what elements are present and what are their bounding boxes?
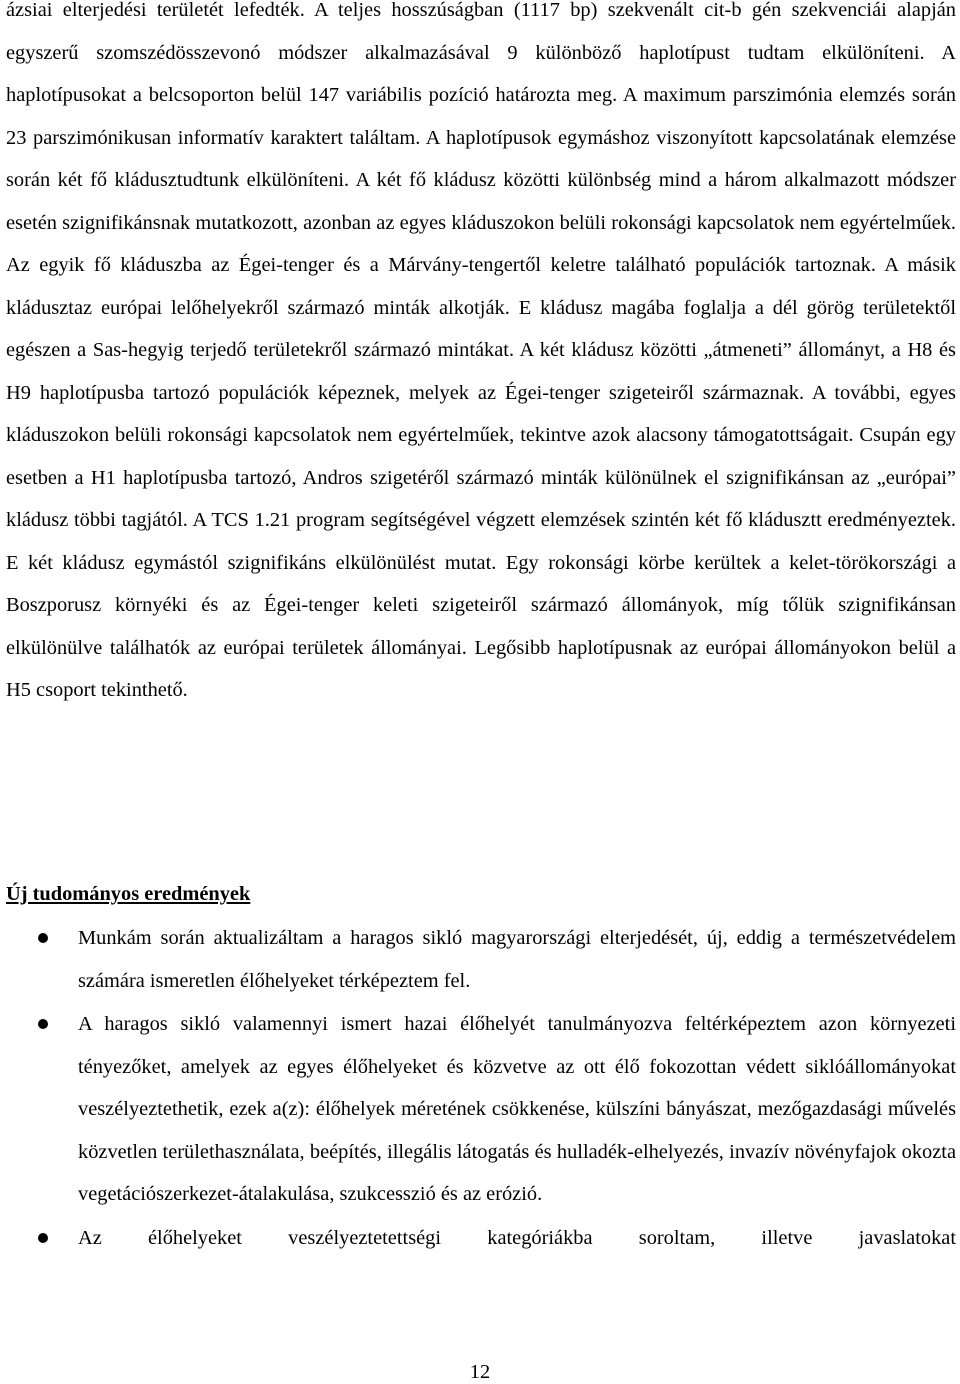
list-item-text: Munkám során aktualizáltam a haragos sikló magyarországi elterjedését, új, eddig a természetvédelem számára ismeretlen élőhelyeket térképeztem fel. (78, 927, 956, 992)
bullet-icon (38, 1019, 48, 1029)
bullet-icon (38, 1233, 48, 1243)
section-heading: Új tudományos eredmények (6, 883, 251, 905)
list-item (0, 917, 956, 1002)
list-item (0, 1003, 956, 1216)
list-item-text: A haragos sikló valamennyi ismert hazai élőhelyét tanulmányozva feltérképeztem azon környezeti tényezőket, amelyek az egyes élőhelyeket és közvetve az ott élő fokozottan védett siklóállományokat veszélyeztethetik, ezek a(z): élőhelyek méretének csökkenése, külszíni bányászat, mezőgazdasági művelés közvetlen területhasználata, beépítés, illegális látogatás és hulladék-elhelyezés, invazív növényfajok okozta vegetációszerkezet-átalakulása, szukcesszió és az erózió. (78, 1013, 956, 1205)
list-item-text: Az élőhelyeket veszélyeztetettségi kategóriákba soroltam, illetve javaslatokat (78, 1226, 956, 1249)
body-paragraph-text: ázsiai elterjedési területét lefedték. A teljes hosszúságban (1117 bp) szekvenált cit-b gén szekvenciái alapján egyszerű szomszédösszevonó módszer alkalmazásával 9 különböző haplotípust tudtam elkülöníteni. A haplotípusokat a belcsoporton belül 147 variábilis pozíció határozta meg. A maximum parszimónia elemzés során 23 parszimónikusan informatív karaktert találtam. A haplotípusok egymáshoz viszonyított kapcsolatának elemzése során két fő kládusztudtunk elkülöníteni. A két fő kládusz közötti különbség mind a három alkalmazott módszer esetén szignifikánsnak mutatkozott, azonban az egyes kláduszokon belüli rokonsági kapcsolatok nem egyértelműek. Az egyik fő kláduszba az Égei-tenger és a Márvány-tengertől keletre található populációk tartoznak. A másik kládusztaz európai lelőhelyekről származó minták alkotják. E kládusz magába foglalja a dél görög területektől egészen a Sas-hegyig terjedő területekről származó mintákat. A két kládusz közötti „átmeneti” állományt, a H8 és H9 haplotípusba tartozó populációk képeznek, melyek az Égei-tenger szigeteiről származnak. A további, egyes kláduszokon belüli rokonsági kapcsolatok nem egyértelműek, tekintve azok alacsony támogatottságait. Csupán egy esetben a H1 haplotípusba tartozó, Andros szigetéről származó minták különülnek el szignifikánsan az „európai” kládusz többi tagjától. A TCS 1.21 program segítségével végzett elemzések szintén két fő kládusztt eredményeztek. E két kládusz egymástól szignifikáns elkülönülést mutat. Egy rokonsági körbe kerültek a kelet-törökországi a Boszporusz környéki és az Égei-tenger keleti szigeteiről származó állományok, míg tőlük szignifikánsan elkülönülve találhatók az európai területek állományai. Legősibb haplotípusnak az európai állományokon belül a H5 csoport tekinthető. (6, 0, 956, 701)
page-number: 12 (469, 1361, 491, 1383)
results-list (0, 917, 960, 1259)
bullet-icon (38, 933, 48, 943)
body-paragraph (6, 0, 956, 712)
list-item (0, 1217, 956, 1260)
